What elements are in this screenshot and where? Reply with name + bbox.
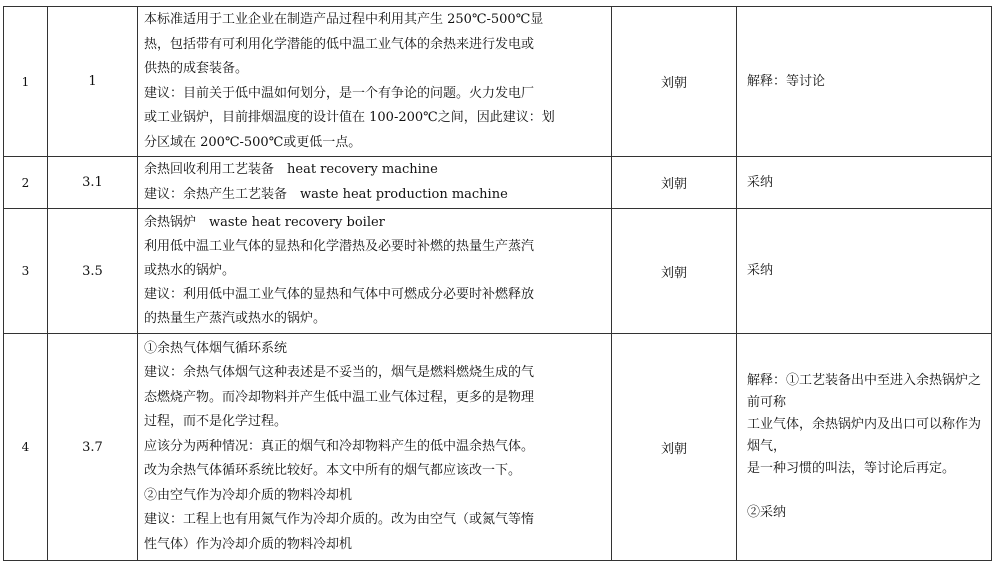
content-line: 改为余热气体循环系统比较好。本文中所有的烟气都应该改一下。 bbox=[144, 463, 522, 479]
comment-content bbox=[138, 7, 612, 157]
table-row bbox=[4, 7, 992, 157]
author-name: 刘朝 bbox=[612, 209, 737, 334]
content-line: 供热的成套装备。 bbox=[144, 61, 249, 76]
reply-content bbox=[737, 209, 992, 334]
comment-content bbox=[138, 157, 612, 209]
content-line: 或工业锅炉，目前排烟温度的设计值在 100-200℃之间，因此建议：划 bbox=[144, 110, 555, 125]
comment-content bbox=[138, 334, 612, 561]
clause-number: 1 bbox=[48, 7, 138, 157]
reply-content bbox=[737, 7, 992, 157]
reply-line: 采纳 bbox=[747, 263, 774, 278]
content-line: ②由空气作为冷却介质的物料冷却机 bbox=[144, 487, 353, 503]
table-row bbox=[4, 334, 992, 561]
content-line: 态燃烧产物。而冷却物料并产生低中温工业气体过程，更多的是物理 bbox=[144, 389, 535, 405]
table-row bbox=[4, 157, 992, 209]
content-line: 建议：工程上也有用氮气作为冷却介质的。改为由空气（或氮气等惰 bbox=[144, 512, 535, 528]
content-line: 本标准适用于工业企业在制造产品过程中利用其产生 250℃-500℃显 bbox=[144, 12, 544, 27]
content-line: 余热回收利用工艺装备 heat recovery machine bbox=[144, 162, 438, 177]
author-name: 刘朝 bbox=[612, 157, 737, 209]
content-line: 分区域在 200℃-500℃或更低一点。 bbox=[144, 134, 362, 150]
content-line: ①余热气体烟气循环系统 bbox=[144, 340, 288, 356]
row-index: 4 bbox=[4, 334, 48, 561]
content-line: 过程，而不是化学过程。 bbox=[144, 414, 288, 430]
reply-line: 解释：等讨论 bbox=[747, 73, 826, 89]
row-index: 1 bbox=[4, 7, 48, 157]
content-line: 或热水的锅炉。 bbox=[144, 263, 236, 278]
reply-line: 采纳 bbox=[747, 174, 774, 190]
reply-line: 解释：①工艺装备出中至进入余热锅炉之前可称 bbox=[747, 373, 982, 410]
table-row bbox=[4, 209, 992, 334]
reply-blank-line bbox=[747, 480, 983, 502]
content-line: 利用低中温工业气体的显热和化学潜热及必要时补燃的热量生产蒸汽 bbox=[144, 239, 535, 254]
clause-number: 3.1 bbox=[48, 157, 138, 209]
comments-table bbox=[3, 6, 992, 561]
content-line: 性气体）作为冷却介质的物料冷却机 bbox=[144, 536, 353, 552]
reply-content bbox=[737, 334, 992, 561]
content-line: 的热量生产蒸汽或热水的锅炉。 bbox=[144, 311, 327, 326]
content-line: 建议：余热产生工艺装备 waste heat production machine bbox=[144, 186, 508, 202]
clause-number: 3.5 bbox=[48, 209, 138, 334]
reply-content bbox=[737, 157, 992, 209]
content-line: 建议：利用低中温工业气体的显热和气体中可燃成分必要时补燃释放 bbox=[144, 287, 535, 302]
clause-number: 3.7 bbox=[48, 334, 138, 561]
reply-line: 是一种习惯的叫法，等讨论后再定。 bbox=[747, 461, 956, 476]
content-line: 建议：余热气体烟气这种表述是不妥当的，烟气是燃料燃烧生成的气 bbox=[144, 365, 535, 381]
content-line: 应该分为两种情况：真正的烟气和冷却物料产生的低中温余热气体。 bbox=[144, 438, 535, 454]
reply-line: 工业气体，余热锅炉内及出口可以称作为烟气， bbox=[747, 417, 982, 454]
comment-content bbox=[138, 209, 612, 334]
content-line: 建议：目前关于低中温如何划分，是一个有争论的问题。火力发电厂 bbox=[144, 85, 535, 101]
author-name: 刘朝 bbox=[612, 334, 737, 561]
content-line: 余热锅炉 waste heat recovery boiler bbox=[144, 215, 385, 230]
content-line: 热，包括带有可利用化学潜能的低中温工业气体的余热来进行发电或 bbox=[144, 36, 535, 52]
reply-line: ②采纳 bbox=[747, 505, 787, 520]
author-name: 刘朝 bbox=[612, 7, 737, 157]
row-index: 3 bbox=[4, 209, 48, 334]
row-index: 2 bbox=[4, 157, 48, 209]
